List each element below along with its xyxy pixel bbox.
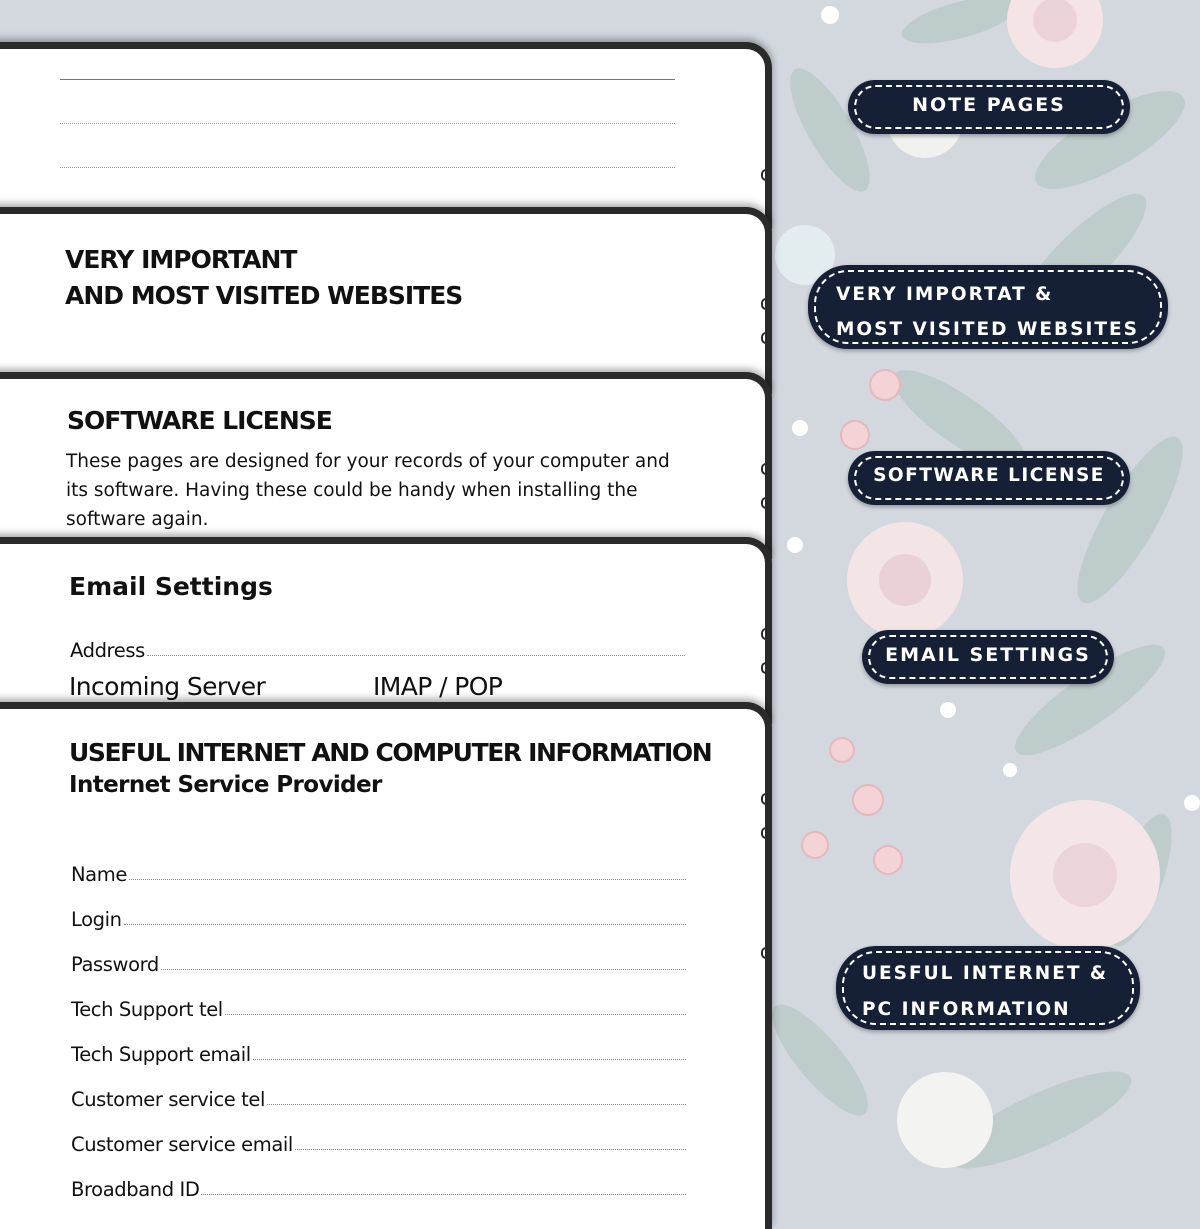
field-label: Login [71,908,122,931]
note-page [0,42,772,229]
field-line [147,655,685,656]
websites-label: VERY IMPORTAT & MOST VISITED WEBSITES [808,265,1168,349]
provider-field-list [71,841,686,1201]
field-broadband-id [71,1156,686,1201]
field-label: Tech Support email [71,1043,251,1066]
binder-ring [761,298,772,310]
field-line [124,924,686,925]
internet-info-page [0,702,772,1229]
binder-ring [761,628,772,640]
field-line [201,1194,686,1195]
field-label: Customer service tel [71,1088,266,1111]
field-customer-service-email [71,1111,686,1156]
note-line [60,79,675,80]
websites-page [0,207,772,394]
field-label: Broadband ID [71,1178,200,1201]
software-license-title: SOFTWARE LICENSE [67,406,332,435]
software-license-description: These pages are designed for your records of your computer and its software. Having these could be handy when installing the software again. [66,451,670,530]
binder-ring [761,332,772,344]
field-label: Password [71,953,159,976]
email-settings-page [0,537,772,724]
field-line [295,1149,686,1150]
internet-provider-subtitle: Internet Service Provider [69,772,382,798]
field-line [161,969,686,970]
field-label: Name [71,863,127,886]
field-label: Tech Support tel [71,998,223,1021]
binder-ring [761,662,772,674]
note-line [60,167,675,168]
incoming-server-label: Incoming Server [69,672,266,701]
email-settings-title: Email Settings [69,572,273,601]
note-line [60,123,675,124]
field-label: Address [70,639,145,662]
field-line [253,1059,686,1060]
software-license-page [0,372,772,559]
email-settings-label: EMAIL SETTINGS [862,630,1114,684]
binder-ring [761,169,772,181]
internet-info-label: UESFUL INTERNET & PC INFORMATION [836,946,1140,1030]
imap-pop-label: IMAP / POP [373,672,503,701]
field-line [129,879,686,880]
websites-title-line2: AND MOST VISITED WEBSITES [65,281,463,310]
binder-ring [761,497,772,509]
note-pages-label: NOTE PAGES [848,80,1130,134]
internet-info-title: USEFUL INTERNET AND COMPUTER INFORMATION [69,738,712,767]
binder-ring [761,947,772,959]
websites-title-line1: VERY IMPORTANT [65,245,297,274]
address-field [70,617,685,662]
field-name [71,841,686,886]
software-license-label: SOFTWARE LICENSE [848,451,1130,505]
field-login [71,886,686,931]
field-tech-support-email [71,1021,686,1066]
field-line [267,1104,686,1105]
field-password [71,931,686,976]
binder-ring [761,793,772,805]
binder-ring [761,463,772,475]
field-tech-support-tel [71,976,686,1021]
field-line [225,1014,686,1015]
field-label: Customer service email [71,1133,293,1156]
binder-ring [761,827,772,839]
field-customer-service-tel [71,1066,686,1111]
